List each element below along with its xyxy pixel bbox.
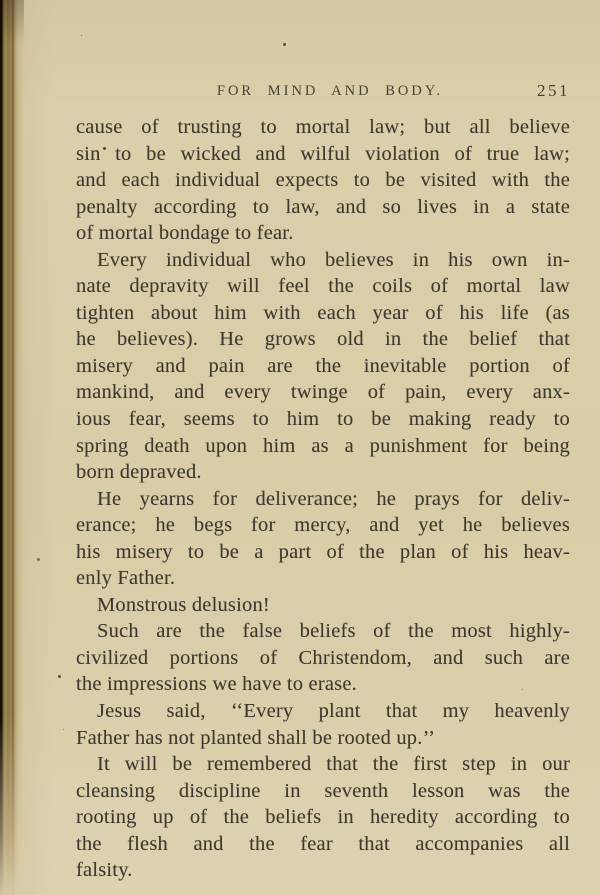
paragraph [76, 486, 570, 592]
text-line: cleansing discipline in seventh lesson was the [76, 779, 570, 802]
text-line: Jesus said, ‘‘Every plant that my heavenly [97, 700, 570, 723]
text-line: erance; he begs for mercy, and yet he believes [76, 514, 570, 537]
text-line: sin to be wicked and wilful violation of true law; [76, 142, 570, 165]
text-line: the flesh and the fear that accompanies all [76, 832, 570, 855]
text-line: penalty according to law, and so lives in a state [76, 195, 570, 218]
book-binding-edge [0, 0, 24, 895]
text-line: Father has not planted shall be rooted up.’’ [76, 726, 436, 749]
page-content [76, 0, 570, 895]
text-line: enly Father. [76, 567, 176, 590]
paragraph [76, 247, 570, 486]
paragraph [76, 592, 570, 619]
text-line: He yearns for deliverance; he prays for deliv- [97, 487, 570, 510]
text-line: mankind, and every twinge of pain, every anx- [76, 381, 570, 404]
paragraph [76, 114, 570, 247]
paragraph [76, 751, 570, 884]
paragraph [76, 698, 570, 751]
paragraph [76, 618, 570, 698]
text-line: he believes). He grows old in the belief that [76, 328, 570, 351]
running-title: FOR MIND AND BODY. [216, 83, 444, 99]
text-line: Monstrous delusion! [97, 593, 270, 616]
text-line: and each individual expects to be visited with the [76, 169, 570, 192]
text-line: Such are the false beliefs of the most highly- [97, 620, 570, 643]
text-line: civilized portions of Christendom, and such are [76, 646, 570, 669]
text-block [76, 114, 570, 884]
text-line: his misery to be a part of the plan of his heav- [76, 540, 570, 563]
text-line: falsity. [76, 859, 133, 882]
text-line: nate depravity will feel the coils of mortal law [76, 275, 570, 298]
text-line: spring death upon him as a punishment for being [76, 434, 570, 457]
text-line: misery and pain are the inevitable portion of [76, 354, 570, 377]
page-header [76, 83, 570, 103]
page-number: 251 [537, 81, 570, 100]
text-line: It will be remembered that the first step in our [97, 753, 570, 776]
text-line: born depraved. [76, 461, 202, 484]
text-line: ious fear, seems to him to be making ready to [76, 408, 570, 431]
text-line: cause of trusting to mortal law; but all believe [76, 116, 570, 138]
text-line: tighten about him with each year of his life (as [76, 301, 570, 324]
text-line: of mortal bondage to fear. [76, 222, 294, 245]
text-line: Every individual who believes in his own in- [97, 248, 570, 271]
text-line: rooting up of the beliefs in heredity according to [76, 806, 570, 829]
text-line: the impressions we have to erase. [76, 673, 357, 696]
